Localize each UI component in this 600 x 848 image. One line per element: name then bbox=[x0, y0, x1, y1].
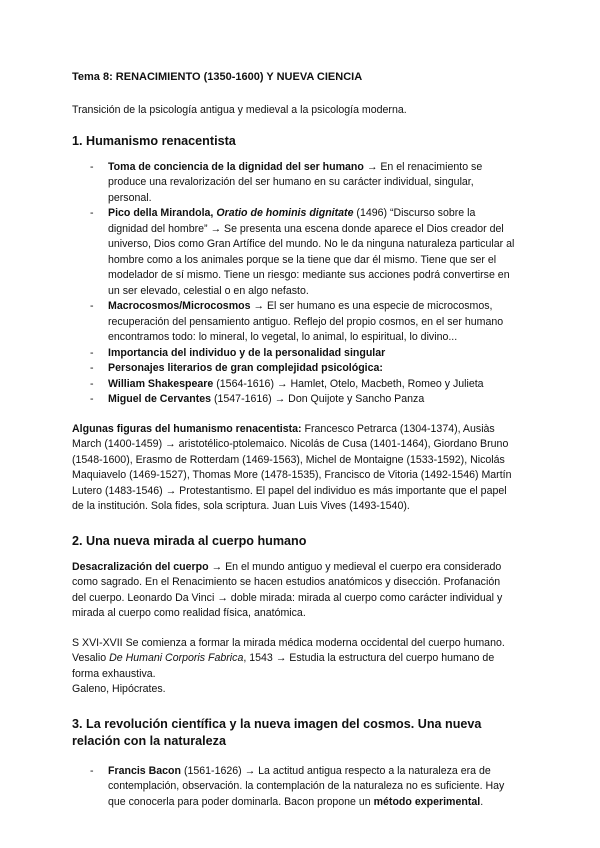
section-2-heading: 2. Una nueva mirada al cuerpo humano bbox=[72, 533, 307, 548]
item-bold: Personajes literarios de gran complejidad psicológica: bbox=[108, 362, 383, 374]
figures-label: Algunas figuras del humanismo renacentista: bbox=[72, 422, 302, 435]
list-item bbox=[72, 377, 517, 393]
item-text: (1547-1616) → Don Quijote y Sancho Panza bbox=[211, 393, 425, 405]
section-2-paragraph-3: Galeno, Hipócrates. bbox=[72, 683, 166, 695]
item-bold: Pico della Mirandola, bbox=[108, 207, 217, 219]
p2-italic: De Humani Corporis Fabrica bbox=[109, 652, 244, 664]
section-1-heading: 1. Humanismo renacentista bbox=[72, 133, 236, 148]
item-text: (1564-1616) → Hamlet, Otelo, Macbeth, Romeo y Julieta bbox=[213, 377, 484, 390]
item-bold: Importancia del individuo y de la personalidad singular bbox=[108, 346, 386, 359]
item-text: (1496) “Discurso sobre la dignidad del hombre” → Se presenta una escena donde aparece el Dios creador del universo, Dios como Gran Artífice del mundo. No le da ninguna naturaleza particular al hombre como a los animales porque se la tiene que dar él mismo. Tiene que ser el modelador de sí mismo. Tiene un riesgo: mediante sus acciones podrá convertirse en un ser elevado, celestial o en algo nefasto. bbox=[108, 207, 515, 297]
item-italic: Oratio de hominis dignitate bbox=[216, 207, 354, 219]
list-item bbox=[72, 299, 517, 346]
item-bold-2: método experimental bbox=[373, 795, 481, 808]
item-end: . bbox=[480, 795, 484, 808]
p1-bold: Desacralización del cuerpo bbox=[72, 560, 209, 573]
p1-text: → En el mundo antiguo y medieval el cuerpo era considerado como sagrado. En el Renacimiento se hacen estudios anatómicos y disección. Profanación del cuerpo. Leonardo Da Vinci → doble mirada: mirada al cuerpo como carácter individual y mirada al cuerpo como realidad física, anatómica. bbox=[72, 560, 503, 619]
intro-text: Transición de la psicología antigua y medieval a la psicología moderna. bbox=[72, 104, 407, 116]
document-title: Tema 8: RENACIMIENTO (1350-1600) Y NUEVA CIENCIA bbox=[72, 71, 363, 83]
p2-text: S XVI-XVII Se comienza a formar la mirada médica moderna occidental del cuerpo humano. Vesalio bbox=[72, 636, 505, 664]
item-bold: Macrocosmos/Microcosmos bbox=[108, 300, 251, 312]
section-2-paragraph-1 bbox=[72, 560, 517, 622]
item-text: → El ser humano es una especie de microcosmos, recuperación del pensamiento antiguo. Reflejo del propio cosmos, en el ser humano encontramos todo: lo mineral, lo vegetal, lo animal, lo espiritual, lo divino... bbox=[108, 300, 504, 343]
list-item bbox=[72, 392, 517, 408]
item-text: → En el renacimiento se produce una revalorización del ser humano en su carácter individual, singular, personal. bbox=[108, 160, 483, 204]
item-text: (1561-1626) → La actitud antigua respecto a la naturaleza era de contemplación, observación. la contemplación de la naturaleza no es suficiente. Hay que conocerla para poder dominarla. Bacon propone un bbox=[108, 764, 505, 808]
item-bold: Miguel de Cervantes bbox=[108, 393, 212, 405]
p2-text-end: , 1543 → Estudia la estructura del cuerpo humano de forma exhaustiva. bbox=[72, 652, 495, 680]
list-item bbox=[72, 361, 517, 377]
list-item bbox=[72, 206, 517, 299]
figures-text: Francesco Petrarca (1304-1374), Ausiàs March (1400-1459) → aristotélico-ptolemaico. Nicolás de Cusa (1401-1464), Giordano Bruno (1548-1600), Erasmo de Rotterdam (1469-1563), Michel de Montaigne (1533-1592), Nicolás Maquiavelo (1469-1527), Thomas More (1478-1535), Francisco de Vitoria (1492-1546) Martín Lutero (1483-1546) → Protestantismo. El papel del individuo es más importante que el papel de la institución. Sola fides, sola scriptura. Juan Luis Vives (1493-1540). bbox=[72, 422, 512, 512]
section-3-list bbox=[72, 764, 517, 811]
item-bold: Toma de conciencia de la dignidad del ser humano bbox=[108, 160, 364, 173]
list-item bbox=[72, 764, 517, 811]
section-3-heading: 3. La revolución científica y la nueva imagen del cosmos. Una nueva relación con la naturaleza bbox=[72, 716, 482, 748]
section-2-paragraph-2 bbox=[72, 636, 517, 683]
list-item bbox=[72, 160, 517, 207]
figures-paragraph bbox=[72, 422, 517, 515]
section-1-list bbox=[72, 160, 517, 408]
list-item bbox=[72, 346, 517, 362]
item-bold: Francis Bacon bbox=[108, 764, 182, 777]
item-bold: William Shakespeare bbox=[108, 377, 214, 390]
